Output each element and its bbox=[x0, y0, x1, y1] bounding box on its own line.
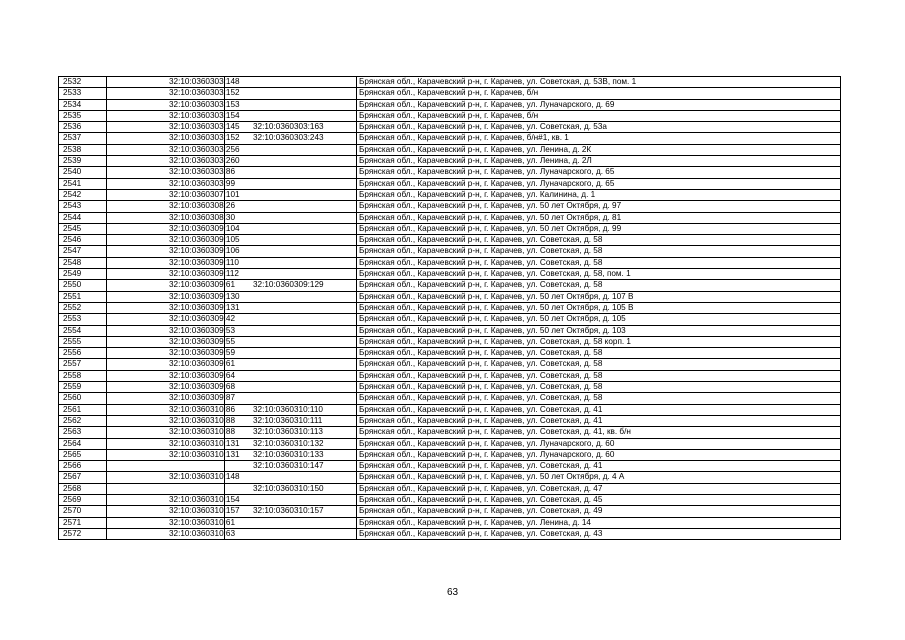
row-number-cell: 2556 bbox=[59, 348, 107, 359]
related-cadastral-number-cell bbox=[225, 110, 357, 121]
row-number-cell: 2568 bbox=[59, 483, 107, 494]
address-cell: Брянская обл., Карачевский р-н, г. Карачев, ул. Советская, д. 58 bbox=[357, 348, 841, 359]
address-cell: Брянская обл., Карачевский р-н, г. Карачев, ул. 50 лет Октября, д. 4 А bbox=[357, 472, 841, 483]
table-row bbox=[59, 167, 841, 178]
address-cell: Брянская обл., Карачевский р-н, г. Карачев, ул. Советская, д. 58 bbox=[357, 382, 841, 393]
address-cell: Брянская обл., Карачевский р-н, г. Карачев, ул. Советская, д. 45 bbox=[357, 494, 841, 505]
cadastral-number-cell: 32:10:0360310:61 bbox=[107, 517, 225, 528]
cadastral-number-cell: 32:10:0360309:59 bbox=[107, 348, 225, 359]
address-cell: Брянская обл., Карачевский р-н, г. Карачев, ул. Советская, д. 53В, пом. 1 bbox=[357, 77, 841, 88]
address-cell: Брянская обл., Карачевский р-н, г. Карачев, ул. Советская, д. 47 bbox=[357, 483, 841, 494]
address-cell: Брянская обл., Карачевский р-н, г. Карачев, ул. Ленина, д. 2К bbox=[357, 144, 841, 155]
related-cadastral-number-cell bbox=[225, 144, 357, 155]
related-cadastral-number-cell: 32:10:0360310:113 bbox=[225, 427, 357, 438]
table-row bbox=[59, 122, 841, 133]
row-number-cell: 2567 bbox=[59, 472, 107, 483]
address-cell: Брянская обл., Карачевский р-н, г. Карачев, ул. Советская, д. 41 bbox=[357, 461, 841, 472]
address-cell: Брянская обл., Карачевский р-н, г. Карачев, ул. Советская, д. 41 bbox=[357, 404, 841, 415]
cadastral-number-cell: 32:10:0360309:55 bbox=[107, 336, 225, 347]
cadastral-number-cell: 32:10:0360303:256 bbox=[107, 144, 225, 155]
cadastral-number-cell: 32:10:0360303:145 bbox=[107, 122, 225, 133]
related-cadastral-number-cell: 32:10:0360309:129 bbox=[225, 280, 357, 291]
table-row bbox=[59, 359, 841, 370]
table-row bbox=[59, 189, 841, 200]
row-number-cell: 2554 bbox=[59, 325, 107, 336]
row-number-cell: 2543 bbox=[59, 201, 107, 212]
related-cadastral-number-cell bbox=[225, 246, 357, 257]
related-cadastral-number-cell bbox=[225, 189, 357, 200]
page-number: 63 bbox=[446, 587, 459, 598]
address-cell: Брянская обл., Карачевский р-н, г. Карачев, ул. 50 лет Октября, д. 105 В bbox=[357, 302, 841, 313]
row-number-cell: 2546 bbox=[59, 235, 107, 246]
address-cell: Брянская обл., Карачевский р-н, г. Карачев, ул. 50 лет Октября, д. 81 bbox=[357, 212, 841, 223]
related-cadastral-number-cell: 32:10:0360303:163 bbox=[225, 122, 357, 133]
address-cell: Брянская обл., Карачевский р-н, г. Карачев, ул. Ленина, д. 14 bbox=[357, 517, 841, 528]
related-cadastral-number-cell: 32:10:0360310:157 bbox=[225, 506, 357, 517]
address-cell: Брянская обл., Карачевский р-н, г. Карачев, б/н bbox=[357, 88, 841, 99]
cadastral-number-cell: 32:10:0360303:148 bbox=[107, 77, 225, 88]
table-row bbox=[59, 348, 841, 359]
related-cadastral-number-cell: 32:10:0360310:110 bbox=[225, 404, 357, 415]
table-row bbox=[59, 178, 841, 189]
row-number-cell: 2544 bbox=[59, 212, 107, 223]
table-row bbox=[59, 133, 841, 144]
related-cadastral-number-cell bbox=[225, 77, 357, 88]
address-cell: Брянская обл., Карачевский р-н, г. Карачев, ул. Советская, д. 58, пом. 1 bbox=[357, 269, 841, 280]
row-number-cell: 2557 bbox=[59, 359, 107, 370]
related-cadastral-number-cell bbox=[225, 167, 357, 178]
cadastral-number-cell: 32:10:0360309:104 bbox=[107, 223, 225, 234]
cadastral-number-cell: 32:10:0360309:61 bbox=[107, 359, 225, 370]
cadastral-number-cell: 32:10:0360307:101 bbox=[107, 189, 225, 200]
row-number-cell: 2548 bbox=[59, 257, 107, 268]
address-cell: Брянская обл., Карачевский р-н, г. Карачев, ул. Советская, д. 58 bbox=[357, 235, 841, 246]
table-row bbox=[59, 223, 841, 234]
row-number-cell: 2565 bbox=[59, 449, 107, 460]
row-number-cell: 2533 bbox=[59, 88, 107, 99]
row-number-cell: 2552 bbox=[59, 302, 107, 313]
address-cell: Брянская обл., Карачевский р-н, г. Карачев, ул. 50 лет Октября, д. 107 В bbox=[357, 291, 841, 302]
table-row bbox=[59, 246, 841, 257]
address-cell: Брянская обл., Карачевский р-н, г. Карачев, ул. Советская, д. 58 корп. 1 bbox=[357, 336, 841, 347]
row-number-cell: 2553 bbox=[59, 314, 107, 325]
row-number-cell: 2550 bbox=[59, 280, 107, 291]
row-number-cell: 2560 bbox=[59, 393, 107, 404]
row-number-cell: 2555 bbox=[59, 336, 107, 347]
related-cadastral-number-cell bbox=[225, 302, 357, 313]
address-cell: Брянская обл., Карачевский р-н, г. Карачев, ул. Советская, д. 58 bbox=[357, 370, 841, 381]
table-row bbox=[59, 336, 841, 347]
address-cell: Брянская обл., Карачевский р-н, г. Карачев, б/н bbox=[357, 110, 841, 121]
row-number-cell: 2547 bbox=[59, 246, 107, 257]
address-cell: Брянская обл., Карачевский р-н, г. Карачев, ул. Советская, д. 58 bbox=[357, 393, 841, 404]
related-cadastral-number-cell bbox=[225, 201, 357, 212]
table-row bbox=[59, 506, 841, 517]
related-cadastral-number-cell bbox=[225, 223, 357, 234]
row-number-cell: 2545 bbox=[59, 223, 107, 234]
row-number-cell: 2534 bbox=[59, 99, 107, 110]
address-cell: Брянская обл., Карачевский р-н, г. Карачев, б/н#1, кв. 1 bbox=[357, 133, 841, 144]
row-number-cell: 2542 bbox=[59, 189, 107, 200]
address-cell: Брянская обл., Карачевский р-н, г. Карачев, ул. Советская, д. 43 bbox=[357, 528, 841, 539]
address-cell: Брянская обл., Карачевский р-н, г. Карачев, ул. Советская, д. 49 bbox=[357, 506, 841, 517]
cadastral-number-cell: 32:10:0360303:86 bbox=[107, 167, 225, 178]
related-cadastral-number-cell bbox=[225, 88, 357, 99]
table-row bbox=[59, 280, 841, 291]
row-number-cell: 2561 bbox=[59, 404, 107, 415]
table-row bbox=[59, 110, 841, 121]
cadastral-number-cell: 32:10:0360309:130 bbox=[107, 291, 225, 302]
address-cell: Брянская обл., Карачевский р-н, г. Карачев, ул. 50 лет Октября, д. 97 bbox=[357, 201, 841, 212]
related-cadastral-number-cell bbox=[225, 370, 357, 381]
table-row bbox=[59, 77, 841, 88]
cadastral-table bbox=[58, 76, 841, 540]
table-row bbox=[59, 201, 841, 212]
table-row bbox=[59, 235, 841, 246]
cadastral-number-cell: 32:10:0360310:154 bbox=[107, 494, 225, 505]
address-cell: Брянская обл., Карачевский р-н, г. Карачев, ул. Советская, д. 53а bbox=[357, 122, 841, 133]
table-row bbox=[59, 325, 841, 336]
address-cell: Брянская обл., Карачевский р-н, г. Карачев, ул. Советская, д. 41, кв. б/н bbox=[357, 427, 841, 438]
related-cadastral-number-cell bbox=[225, 257, 357, 268]
row-number-cell: 2564 bbox=[59, 438, 107, 449]
related-cadastral-number-cell bbox=[225, 314, 357, 325]
address-cell: Брянская обл., Карачевский р-н, г. Карачев, ул. Советская, д. 41 bbox=[357, 415, 841, 426]
table-row bbox=[59, 212, 841, 223]
cadastral-number-cell: 32:10:0360309:106 bbox=[107, 246, 225, 257]
row-number-cell: 2535 bbox=[59, 110, 107, 121]
cadastral-number-cell: 32:10:0360303:152 bbox=[107, 88, 225, 99]
related-cadastral-number-cell: 32:10:0360310:147 bbox=[225, 461, 357, 472]
related-cadastral-number-cell bbox=[225, 382, 357, 393]
table-row bbox=[59, 427, 841, 438]
table-row bbox=[59, 144, 841, 155]
related-cadastral-number-cell bbox=[225, 99, 357, 110]
table-row bbox=[59, 461, 841, 472]
table-row bbox=[59, 517, 841, 528]
related-cadastral-number-cell bbox=[225, 156, 357, 167]
cadastral-number-cell: 32:10:0360309:110 bbox=[107, 257, 225, 268]
related-cadastral-number-cell bbox=[225, 235, 357, 246]
cadastral-number-cell: 32:10:0360310:131 bbox=[107, 438, 225, 449]
related-cadastral-number-cell bbox=[225, 528, 357, 539]
cadastral-number-cell: 32:10:0360303:153 bbox=[107, 99, 225, 110]
row-number-cell: 2540 bbox=[59, 167, 107, 178]
table-row bbox=[59, 269, 841, 280]
row-number-cell: 2541 bbox=[59, 178, 107, 189]
cadastral-number-cell: 32:10:0360308:26 bbox=[107, 201, 225, 212]
address-cell: Брянская обл., Карачевский р-н, г. Карачев, ул. Луначарского, д. 60 bbox=[357, 449, 841, 460]
related-cadastral-number-cell: 32:10:0360303:243 bbox=[225, 133, 357, 144]
related-cadastral-number-cell bbox=[225, 325, 357, 336]
related-cadastral-number-cell bbox=[225, 472, 357, 483]
table-body bbox=[59, 77, 841, 540]
related-cadastral-number-cell: 32:10:0360310:133 bbox=[225, 449, 357, 460]
address-cell: Брянская обл., Карачевский р-н, г. Карачев, ул. Луначарского, д. 69 bbox=[357, 99, 841, 110]
related-cadastral-number-cell: 32:10:0360310:150 bbox=[225, 483, 357, 494]
table-row bbox=[59, 99, 841, 110]
address-cell: Брянская обл., Карачевский р-н, г. Карачев, ул. Советская, д. 58 bbox=[357, 280, 841, 291]
cadastral-number-cell: 32:10:0360310:86 bbox=[107, 404, 225, 415]
cadastral-number-cell: 32:10:0360309:64 bbox=[107, 370, 225, 381]
table-row bbox=[59, 314, 841, 325]
row-number-cell: 2570 bbox=[59, 506, 107, 517]
cadastral-number-cell: 32:10:0360309:68 bbox=[107, 382, 225, 393]
address-cell: Брянская обл., Карачевский р-н, г. Карачев, ул. Калинина, д. 1 bbox=[357, 189, 841, 200]
related-cadastral-number-cell bbox=[225, 291, 357, 302]
table-row bbox=[59, 291, 841, 302]
table-row bbox=[59, 257, 841, 268]
cadastral-number-cell: 32:10:0360310:88 bbox=[107, 427, 225, 438]
cadastral-number-cell: 32:10:0360303:154 bbox=[107, 110, 225, 121]
cadastral-number-cell: 32:10:0360309:105 bbox=[107, 235, 225, 246]
table-row bbox=[59, 404, 841, 415]
table-row bbox=[59, 393, 841, 404]
related-cadastral-number-cell bbox=[225, 178, 357, 189]
related-cadastral-number-cell bbox=[225, 359, 357, 370]
cadastral-number-cell: 32:10:0360309:112 bbox=[107, 269, 225, 280]
table-row bbox=[59, 528, 841, 539]
related-cadastral-number-cell: 32:10:0360310:132 bbox=[225, 438, 357, 449]
row-number-cell: 2562 bbox=[59, 415, 107, 426]
cadastral-number-cell: 32:10:0360303:152 bbox=[107, 133, 225, 144]
related-cadastral-number-cell bbox=[225, 393, 357, 404]
address-cell: Брянская обл., Карачевский р-н, г. Карачев, ул. 50 лет Октября, д. 105 bbox=[357, 314, 841, 325]
related-cadastral-number-cell bbox=[225, 494, 357, 505]
row-number-cell: 2532 bbox=[59, 77, 107, 88]
cadastral-number-cell: 32:10:0360310:157 bbox=[107, 506, 225, 517]
table-row bbox=[59, 382, 841, 393]
address-cell: Брянская обл., Карачевский р-н, г. Карачев, ул. Советская, д. 58 bbox=[357, 257, 841, 268]
row-number-cell: 2539 bbox=[59, 156, 107, 167]
related-cadastral-number-cell: 32:10:0360310:111 bbox=[225, 415, 357, 426]
table-row bbox=[59, 483, 841, 494]
address-cell: Брянская обл., Карачевский р-н, г. Карачев, ул. Луначарского, д. 60 bbox=[357, 438, 841, 449]
table-row bbox=[59, 88, 841, 99]
related-cadastral-number-cell bbox=[225, 517, 357, 528]
address-cell: Брянская обл., Карачевский р-н, г. Карачев, ул. Луначарского, д. 65 bbox=[357, 167, 841, 178]
cadastral-number-cell: 32:10:0360310:88 bbox=[107, 415, 225, 426]
related-cadastral-number-cell bbox=[225, 269, 357, 280]
related-cadastral-number-cell bbox=[225, 336, 357, 347]
cadastral-number-cell: 32:10:0360309:131 bbox=[107, 302, 225, 313]
row-number-cell: 2572 bbox=[59, 528, 107, 539]
cadastral-number-cell: 32:10:0360310:131 bbox=[107, 449, 225, 460]
cadastral-number-cell: 32:10:0360309:53 bbox=[107, 325, 225, 336]
address-cell: Брянская обл., Карачевский р-н, г. Карачев, ул. Советская, д. 58 bbox=[357, 246, 841, 257]
cadastral-number-cell bbox=[107, 461, 225, 472]
table-row bbox=[59, 472, 841, 483]
row-number-cell: 2569 bbox=[59, 494, 107, 505]
table-row bbox=[59, 449, 841, 460]
cadastral-number-cell: 32:10:0360309:42 bbox=[107, 314, 225, 325]
address-cell: Брянская обл., Карачевский р-н, г. Карачев, ул. 50 лет Октября, д. 103 bbox=[357, 325, 841, 336]
row-number-cell: 2537 bbox=[59, 133, 107, 144]
table-row bbox=[59, 370, 841, 381]
cadastral-number-cell: 32:10:0360309:87 bbox=[107, 393, 225, 404]
row-number-cell: 2563 bbox=[59, 427, 107, 438]
table-row bbox=[59, 415, 841, 426]
cadastral-number-cell: 32:10:0360308:30 bbox=[107, 212, 225, 223]
cadastral-number-cell: 32:10:0360310:63 bbox=[107, 528, 225, 539]
row-number-cell: 2536 bbox=[59, 122, 107, 133]
related-cadastral-number-cell bbox=[225, 212, 357, 223]
row-number-cell: 2551 bbox=[59, 291, 107, 302]
row-number-cell: 2538 bbox=[59, 144, 107, 155]
cadastral-number-cell: 32:10:0360303:260 bbox=[107, 156, 225, 167]
cadastral-number-cell bbox=[107, 483, 225, 494]
table-row bbox=[59, 494, 841, 505]
address-cell: Брянская обл., Карачевский р-н, г. Карачев, ул. Ленина, д. 2Л bbox=[357, 156, 841, 167]
cadastral-number-cell: 32:10:0360309:61 bbox=[107, 280, 225, 291]
related-cadastral-number-cell bbox=[225, 348, 357, 359]
row-number-cell: 2559 bbox=[59, 382, 107, 393]
cadastral-number-cell: 32:10:0360303:99 bbox=[107, 178, 225, 189]
row-number-cell: 2566 bbox=[59, 461, 107, 472]
address-cell: Брянская обл., Карачевский р-н, г. Карачев, ул. 50 лет Октября, д. 99 bbox=[357, 223, 841, 234]
cadastral-number-cell: 32:10:0360310:148 bbox=[107, 472, 225, 483]
table-row bbox=[59, 438, 841, 449]
row-number-cell: 2549 bbox=[59, 269, 107, 280]
table-row bbox=[59, 302, 841, 313]
table-row bbox=[59, 156, 841, 167]
address-cell: Брянская обл., Карачевский р-н, г. Карачев, ул. Луначарского, д. 65 bbox=[357, 178, 841, 189]
row-number-cell: 2571 bbox=[59, 517, 107, 528]
address-cell: Брянская обл., Карачевский р-н, г. Карачев, ул. Советская, д. 58 bbox=[357, 359, 841, 370]
row-number-cell: 2558 bbox=[59, 370, 107, 381]
